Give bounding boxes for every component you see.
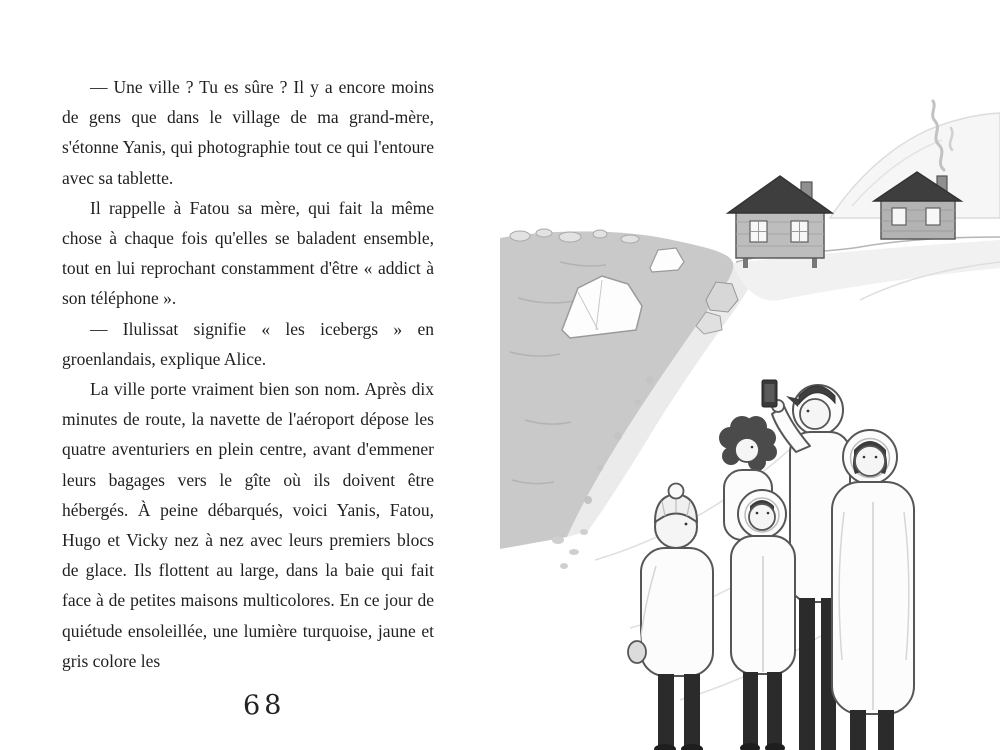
paragraph-2: Il rappelle à Fatou sa mère, qui fait la même chose à chaque fois qu'elles se baladent ensemble, tout en lui reprochant constamment d'être « addict à son téléphone ». xyxy=(62,197,434,309)
illustration-coastal-scene xyxy=(500,0,1000,750)
sea-shape xyxy=(500,231,733,549)
house-left-icon xyxy=(728,176,832,268)
paragraph-dialog-1: — Une ville ? Tu es sûre ? Il y a encore moins de gens que dans le village de ma grand-mère, s'étonne Yanis, qui photographie tout ce qui l'entoure avec sa tablette. xyxy=(62,77,434,188)
page-number: 68 xyxy=(242,689,286,722)
paragraph-dialog-3: — Ilulissat signifie « les icebergs » en groenlandais, explique Alice. xyxy=(62,318,434,369)
text-column xyxy=(62,72,434,676)
pompom xyxy=(669,484,684,499)
phone-icon xyxy=(762,380,777,407)
mitten xyxy=(628,641,646,663)
character-beanie xyxy=(628,484,713,750)
paragraph-4: La ville porte vraiment bien son nom. Après dix minutes de route, la navette de l'aéroport dépose les quatre aventuriers en plein centre, avant d'emmener leurs bagages vers le gîte où ils doivent être hébergés. À peine débarqués, voici Yanis, Fatou, Hugo et Vicky nez à nez avec leurs premiers blocs de glace. Ils flottent au large, dans la baie qui fait face à de petites maisons multicolores. En ce jour de quiétude ensoleillée, une lumière turquoise, jaune et gris colore les xyxy=(62,379,434,671)
